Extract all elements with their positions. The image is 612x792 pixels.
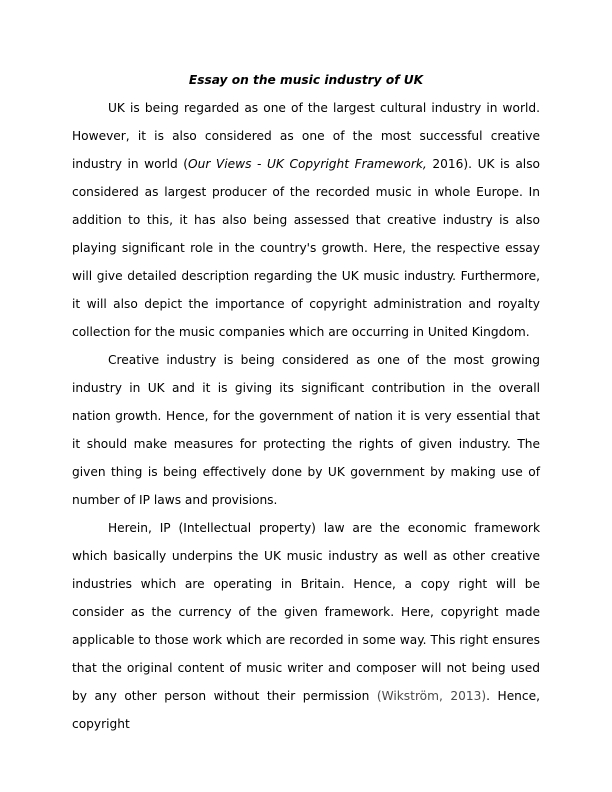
citation-wikstrom: (Wikström, 2013) <box>376 689 487 703</box>
paragraph-2: Creative industry is being considered as one of the most growing industry in UK and it is giving its significant contribution in the overall nation growth. Hence, for the government of nation it is very essential that it should make measures for protecting the rights of given industry. The given thing is being effectively done by UK government by making use of number of IP laws and provisions. <box>72 353 540 507</box>
document-page <box>72 66 540 738</box>
paragraph-3 <box>72 514 540 738</box>
paragraph-3-text-end: . Hence, copyright <box>72 689 540 731</box>
paragraph-1-text-end: 2016). UK is also considered as largest producer of the recorded music in whole Europe. In addition to this, it has also being assessed that creative industry is also playing significant role in the country's growth. Here, the respective essay will give detailed description regarding the UK music industry. Furthermore, it will also depict the importance of copyright administration and royalty collection for the music companies which are occurring in United Kingdom. <box>72 157 540 339</box>
paragraph-3-text-start: Herein, IP (Intellectual property) law are the economic framework which basically underpins the UK music industry as well as other creative industries which are operating in Britain. Hence, a copy right will be consider as the currency of the given framework. Here, copyright made applicable to those work which are recorded in some way. This right ensures that the original content of music writer and composer will not being used by any other person without their permission <box>72 521 540 703</box>
paragraph-1 <box>72 94 540 346</box>
paragraph-1-text-start: UK is being regarded as one of the largest cultural industry in world. However, it is also considered as one of the most successful creative industry in world ( <box>72 101 540 171</box>
citation-our-views: Our Views - UK Copyright Framework, <box>188 157 427 171</box>
document-title: Essay on the music industry of UK <box>188 73 424 87</box>
